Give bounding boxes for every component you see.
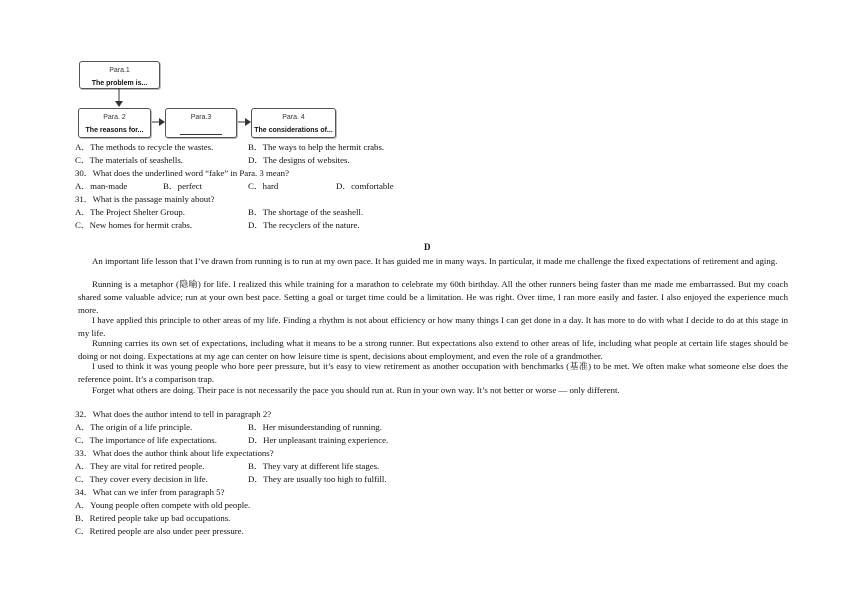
option-a: A．The methods to recycle the wastes. (75, 142, 214, 152)
diagram-box-label: Para.3 (190, 114, 212, 121)
diagram-box-label: Para. 2 (103, 114, 126, 121)
question-stem: 31．What is the passage mainly about? (75, 194, 215, 204)
diagram-box-text: The problem is... (91, 80, 148, 87)
option-c: C．Retired people are also under peer pressure. (75, 526, 244, 536)
passage-paragraph-3: I have applied this principle to other areas of my life. Finding a rhythm is not about efficiency or how many things I can get done in a day. It has more to do with what I decide to do at this stage in my life. (78, 315, 788, 339)
passage-paragraph-5: I used to think it was young people who bore peer pressure, but it’s easy to view retirement as another occupation with benchmarks (基准) to be met. We often make what someone else does the reference point. It’s a comparison trap. (78, 361, 788, 385)
option-d: D．comfortable (336, 181, 394, 191)
blank-line (180, 125, 222, 135)
diagram-box-label: Para.1 (109, 67, 130, 74)
option-b: B．Her misunderstanding of running. (248, 422, 382, 432)
option-c: C．The materials of seashells. (75, 155, 183, 165)
question-stem: 32．What does the author intend to tell in paragraph 2? (75, 409, 272, 419)
diagram-box-para4 (251, 108, 336, 138)
passage-paragraph-1: An important life lesson that I’ve drawn from running is to run at my own pace. It has guided me in many ways. In particular, it made me challenge the fixed expectations of retirement and aging. (92, 256, 778, 266)
option-d: D．The designs of websites. (248, 155, 350, 165)
option-b: B．They vary at different life stages. (248, 461, 380, 471)
passage-paragraph-4: Running carries its own set of expectations, including what it means to be a strong runner. But expectations also extend to other areas of life, including what people at certain life stages should be doing or not doing. Expectations at my age can center on how leisure time is spent, decisions about employment, and even the role of a grandmother. (78, 338, 788, 362)
option-c: C．New homes for hermit crabs. (75, 220, 193, 230)
option-c: C．hard (248, 181, 279, 191)
diagram-box-text: The reasons for... (85, 127, 144, 134)
option-d: D．The recyclers of the nature. (248, 220, 360, 230)
diagram-box-text: The considerations of... (254, 127, 333, 134)
diagram-box-label: Para. 4 (282, 114, 305, 121)
section-heading: D (424, 242, 431, 252)
option-c: C．The importance of life expectations. (75, 435, 217, 445)
option-a: A．The Project Shelter Group. (75, 207, 185, 217)
option-d: D．They are usually too high to fulfill. (248, 474, 387, 484)
option-a: A．The origin of a life principle. (75, 422, 193, 432)
passage-paragraph-6: Forget what others are doing. Their pace is not necessarily the pace you should run at. Run in your own way. It’s not better or worse — only different. (92, 385, 620, 395)
question-stem: 30．What does the underlined word “fake” in Para. 3 mean? (75, 168, 289, 178)
question-stem: 33．What does the author think about life expectations? (75, 448, 274, 458)
option-d: D．Her unpleasant training experience. (248, 435, 389, 445)
option-b: B．Retired people take up bad occupations. (75, 513, 231, 523)
option-b: B．The shortage of the seashell. (248, 207, 364, 217)
option-c: C．They cover every decision in life. (75, 474, 208, 484)
question-stem: 34．What can we infer from paragraph 5? (75, 487, 225, 497)
diagram-box-para2 (78, 108, 151, 138)
option-a: A．They are vital for retired people. (75, 461, 205, 471)
option-b: B．The ways to help the hermit crabs. (248, 142, 385, 152)
option-b: B．perfect (163, 181, 203, 191)
option-a: A．Young people often compete with old people. (75, 500, 251, 510)
diagram-box-para3 (165, 108, 237, 138)
passage-paragraph-2: Running is a metaphor (隐喻) for life. I realized this while training for a marathon to celebrate my 60th birthday. All the other runners being faster than me made me embarrassed. But my coach shared some valuable advice; run at your own best pace. Setting a goal or target time could be a limitation. He was right. Over time, I ran more easily and faster. I also enjoyed the experience much more. (78, 279, 788, 316)
option-a: A．man-made (75, 181, 128, 191)
